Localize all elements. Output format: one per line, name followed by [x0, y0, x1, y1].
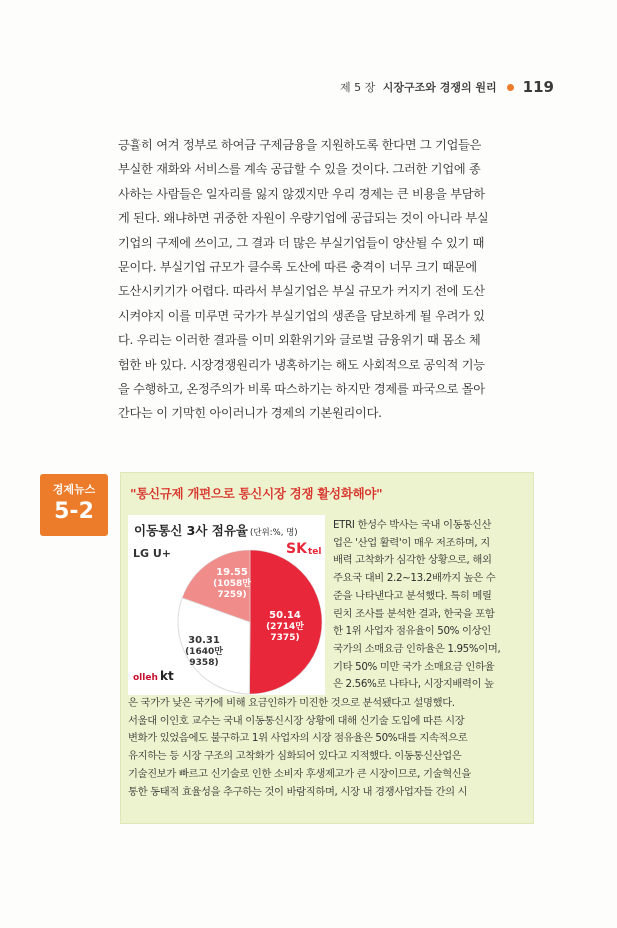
- page-number: 119: [522, 78, 554, 96]
- body-line: 문이다. 부실기업 규모가 클수록 도산에 따른 충격이 너무 크기 때문에: [118, 260, 477, 275]
- news-full-line: 유지하는 등 시장 구조의 고착화가 심화되어 있다고 지적했다. 이동통신산업은: [128, 750, 462, 763]
- news-full-text: [128, 695, 528, 801]
- chart-title-text: 이동통신 3사 점유율: [134, 523, 249, 538]
- news-full-line: 은 국가가 낮은 국가에 비해 요금인하가 미진한 것으로 분석됐다고 설명했다.: [128, 697, 455, 709]
- news-headline: "통신규제 개편으로 통신시장 경쟁 활성화해야": [130, 486, 383, 501]
- news-tag-number: 5-2: [54, 499, 94, 524]
- news-column-line: 업은 '산업 활력'이 매우 저조하며, 지: [333, 536, 490, 549]
- running-head: [340, 78, 560, 96]
- body-line: 게 된다. 왜냐하면 귀중한 자원이 우량기업에 공급되는 것이 아니라 부실: [118, 211, 489, 226]
- brand-logo-sub-1: tel: [308, 547, 322, 557]
- news-column-line: 준을 나타낸다고 분석했다. 특히 메릴: [333, 589, 492, 602]
- news-column-line: ETRI 한성수 박사는 국내 이동통신산: [333, 519, 492, 531]
- news-full-line: 기술진보가 빠르고 신기술로 인한 소비자 후생제고가 큰 시장이므로, 기술혁신을: [128, 767, 472, 780]
- body-line: 기업의 구제에 쓰이고, 그 결과 더 많은 부실기업들이 양산될 수 있기 때: [118, 235, 485, 250]
- chapter-label: 제 5 장: [340, 81, 376, 94]
- body-line: 부실한 재화와 서비스를 계속 공급할 수 있을 것이다. 그러한 기업에 종: [118, 162, 481, 177]
- news-column-line: 은 2.56%로 나타나, 시장지배력이 높: [333, 678, 494, 691]
- brand-logo-1: SK: [286, 541, 307, 557]
- body-line: 험한 바 있다. 시장경쟁원리가 냉혹하기는 해도 사회적으로 공익적 기능: [118, 357, 485, 372]
- news-column-text: [333, 517, 527, 694]
- brand-logo-2: olleh: [133, 673, 158, 683]
- slice-label-3: 19.55: [216, 567, 248, 578]
- slice-label-2: 9358): [189, 658, 219, 668]
- bullet-dot-icon: [507, 84, 514, 91]
- news-column-line: 국가의 소매요금 인하율은 1.95%이며,: [333, 642, 501, 655]
- news-column-line: 한 1위 사업자 점유율이 50% 이상인: [333, 625, 491, 638]
- chart-title: [134, 521, 298, 539]
- market-share-chart: [128, 515, 325, 695]
- body-line: 간다는 이 기막힌 아이러니가 경제의 기본원리이다.: [118, 406, 382, 421]
- slice-label-2: 30.31: [188, 635, 220, 646]
- chart-unit: (단위:%, 명): [250, 528, 298, 538]
- pie-chart-svg: [128, 515, 325, 695]
- slice-label-1: 50.14: [269, 610, 301, 621]
- body-line: 도산시키기가 어렵다. 따라서 부실기업은 부실 규모가 커지기 전에 도산: [118, 284, 485, 299]
- body-paragraph: [118, 133, 548, 426]
- news-column-line: 린치 조사를 분석한 결과, 한국을 포함: [333, 607, 495, 620]
- brand-logo-sub-2: kt: [160, 669, 174, 683]
- slice-label-2: (1640만: [185, 647, 223, 657]
- body-line: 시켜야지 이를 미루면 국가가 부실기업의 생존을 담보하게 될 우려가 있: [118, 308, 485, 323]
- body-line: 을 수행하고, 온정주의가 비록 따스하기는 하지만 경제를 파국으로 몰아: [118, 382, 485, 397]
- news-tag-label: 경제뉴스: [52, 483, 96, 496]
- news-full-line: 통한 동태적 효율성을 추구하는 것이 바람직하며, 시장 내 경쟁사업자들 간의 시: [128, 785, 468, 798]
- news-full-line: 서울대 이인호 교수는 국내 이동통신시장 상황에 대해 신기술 도입에 따른 시장: [128, 714, 465, 727]
- body-line: 다. 우리는 이러한 결과를 이미 외환위기와 글로벌 금융위기 때 몸소 체: [118, 333, 481, 348]
- slice-label-3: (1058만: [213, 579, 251, 589]
- body-line: 사하는 사람들은 일자리를 잃지 않겠지만 우리 경제는 큰 비용을 부담하: [118, 186, 485, 201]
- news-column-line: 기타 50% 미만 국가 소매요금 인하율: [333, 660, 495, 673]
- news-tag: [40, 474, 108, 536]
- slice-label-1: (2714만: [266, 622, 304, 632]
- slice-label-3: 7259): [217, 590, 247, 600]
- news-full-line: 변화가 있었음에도 불구하고 1위 사업자의 시장 점유율은 50%대를 지속적으로: [128, 732, 468, 745]
- chapter-title: 시장구조와 경쟁의 원리: [382, 81, 497, 94]
- news-column-line: 배력 고착화가 심각한 상황으로, 해외: [333, 554, 492, 567]
- slice-label-1: 7375): [270, 633, 300, 643]
- news-column-line: 주요국 대비 2.2~13.2배까지 높은 수: [333, 572, 496, 585]
- body-line: 긍휼히 여겨 정부로 하여금 구제금융을 지원하도록 한다면 그 기업들은: [118, 138, 482, 152]
- brand-logo-3: LG U+: [133, 547, 172, 560]
